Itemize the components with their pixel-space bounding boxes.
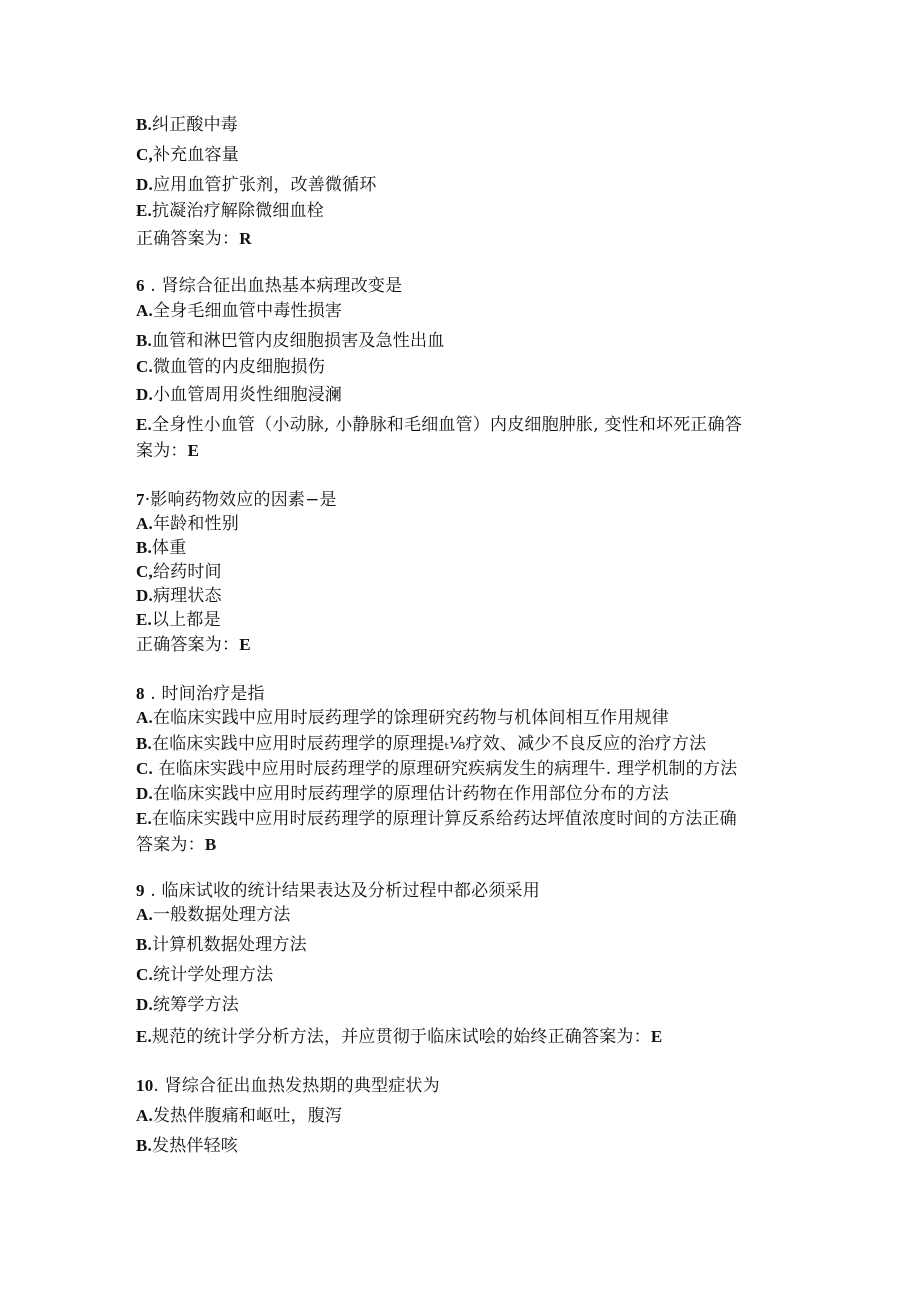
option-text: 在临床实践中应用时辰药理学的原理研究疾病发生的病理牛. 理学机制的方法 bbox=[152, 759, 738, 779]
answer-value: E bbox=[650, 1027, 663, 1046]
question-line bbox=[136, 275, 402, 297]
option-label: D. bbox=[136, 995, 153, 1014]
answer-line bbox=[136, 440, 199, 462]
option-text: 抗凝治疗解除微细血栓 bbox=[152, 201, 324, 221]
question-line bbox=[136, 1075, 440, 1097]
option-text: 病理状态 bbox=[152, 586, 222, 606]
question-text: . 临床试收的统计结果表达及分析过程中都必须采用 bbox=[144, 881, 540, 901]
option-label: D. bbox=[136, 385, 153, 404]
option-text: 年龄和性别 bbox=[152, 514, 239, 534]
option-line bbox=[136, 114, 238, 136]
option-label: C, bbox=[136, 562, 153, 581]
option-line bbox=[136, 300, 342, 322]
option-label: C, bbox=[136, 145, 153, 164]
answer-line bbox=[136, 228, 252, 250]
option-line bbox=[136, 758, 737, 780]
question-number: 6 bbox=[136, 276, 145, 295]
answer-value: R bbox=[239, 229, 252, 248]
option-label: E. bbox=[136, 809, 152, 828]
answer-line bbox=[136, 634, 251, 656]
option-text: 发热伴腹痛和岖吐，腹泻 bbox=[152, 1106, 343, 1126]
option-line bbox=[136, 1135, 238, 1157]
question-line bbox=[136, 489, 337, 511]
option-label: E. bbox=[136, 610, 152, 629]
question-line bbox=[136, 683, 265, 705]
option-text: 血管和淋巴管内皮细胞损害及急性出血 bbox=[152, 331, 445, 351]
option-label: C. bbox=[136, 357, 153, 376]
option-text: 给药时间 bbox=[152, 562, 222, 582]
option-label: E. bbox=[136, 415, 152, 434]
option-line bbox=[136, 384, 342, 406]
question-text: . 肾综合征出血热发热期的典型症状为 bbox=[153, 1076, 440, 1096]
option-line bbox=[136, 537, 186, 559]
option-label: D. bbox=[136, 175, 153, 194]
question-text: . 时间治疗是指 bbox=[144, 684, 265, 704]
option-label: A. bbox=[136, 1106, 153, 1125]
answer-value: E bbox=[187, 441, 200, 460]
option-text: 微血管的内皮细胞损伤 bbox=[152, 357, 325, 377]
option-label: B. bbox=[136, 331, 152, 350]
option-label: A. bbox=[136, 514, 153, 533]
option-label: A. bbox=[136, 708, 153, 727]
option-label: E. bbox=[136, 201, 152, 220]
option-line bbox=[136, 414, 742, 436]
answer-value: B bbox=[204, 835, 217, 854]
answer-prefix: 答案为： bbox=[136, 835, 205, 855]
question-number: 10 bbox=[136, 1076, 154, 1095]
answer-line bbox=[136, 834, 216, 856]
option-line bbox=[136, 356, 325, 378]
question-number: 8 bbox=[136, 684, 145, 703]
option-text: 体重 bbox=[152, 538, 187, 558]
answer-prefix: 正确答案为： bbox=[136, 635, 240, 655]
option-line bbox=[136, 513, 239, 535]
answer-prefix: 案为： bbox=[136, 441, 188, 461]
option-label: E. bbox=[136, 1027, 152, 1046]
question-line bbox=[136, 880, 540, 902]
option-text: 应用血管扩张剂，改善微循环 bbox=[152, 175, 377, 195]
option-line bbox=[136, 934, 307, 956]
option-text: 补充血容量 bbox=[152, 145, 239, 165]
option-text: 在临床实践中应用时辰药理学的原理估计药物在作用部位分布的方法 bbox=[152, 784, 669, 804]
option-text: 纠正酸中毒 bbox=[152, 115, 238, 135]
option-text: 在临床实践中应用时辰药理学的原理提ₜ⅛疗效、减少不良反应的治疗方法 bbox=[152, 734, 707, 754]
option-text: 统筹学方法 bbox=[152, 995, 239, 1015]
option-text: 以上都是 bbox=[152, 610, 221, 630]
option-line bbox=[136, 783, 669, 805]
option-line bbox=[136, 1105, 342, 1127]
option-line bbox=[136, 994, 239, 1016]
option-text: 发热伴轻咳 bbox=[152, 1136, 238, 1156]
option-label: D. bbox=[136, 586, 153, 605]
option-text: 全身毛细血管中毒性损害 bbox=[152, 301, 343, 321]
option-line bbox=[136, 707, 669, 729]
option-label: D. bbox=[136, 784, 153, 803]
option-text: 计算机数据处理方法 bbox=[152, 935, 307, 955]
option-label: B. bbox=[136, 1136, 152, 1155]
question-number: 9 bbox=[136, 881, 145, 900]
option-line bbox=[136, 200, 324, 222]
option-text: 规范的统计学分析方法，并应贯彻于临床试哙的始终正确答案为： bbox=[152, 1027, 651, 1047]
answer-prefix: 正确答案为： bbox=[136, 229, 240, 249]
option-label: C. bbox=[136, 759, 153, 778]
option-line bbox=[136, 904, 291, 926]
option-label: B. bbox=[136, 115, 152, 134]
option-label: A. bbox=[136, 301, 153, 320]
question-text: ·影响药物效应的因素−是 bbox=[144, 490, 337, 510]
option-label: C. bbox=[136, 965, 153, 984]
option-text: 全身性小血管（小动脉, 小静脉和毛细血管）内皮细胞肿胀, 变性和坏死正确答 bbox=[152, 415, 743, 435]
option-line bbox=[136, 808, 737, 830]
option-label: B. bbox=[136, 734, 152, 753]
option-line bbox=[136, 330, 444, 352]
option-line bbox=[136, 609, 221, 631]
option-line bbox=[136, 964, 273, 986]
question-number: 7 bbox=[136, 490, 145, 509]
option-text: 一般数据处理方法 bbox=[152, 905, 291, 925]
question-text: . 肾综合征出血热基本病理改变是 bbox=[144, 276, 403, 296]
option-line bbox=[136, 733, 706, 755]
option-line bbox=[136, 144, 239, 166]
option-line bbox=[136, 174, 377, 196]
option-label: B. bbox=[136, 935, 152, 954]
option-text: 统计学处理方法 bbox=[152, 965, 274, 985]
option-line bbox=[136, 1026, 662, 1048]
option-label: B. bbox=[136, 538, 152, 557]
option-label: A. bbox=[136, 905, 153, 924]
option-text: 在临床实践中应用时辰药理学的馀理研究药物与机体间相互作用规律 bbox=[152, 708, 669, 728]
option-line bbox=[136, 585, 222, 607]
option-text: 小血管周用炎性细胞浸澜 bbox=[152, 385, 343, 405]
option-line bbox=[136, 561, 222, 583]
answer-value: E bbox=[239, 635, 251, 654]
option-text: 在临床实践中应用时辰药理学的原理计算反系给药达坪值浓度时间的方法正确 bbox=[152, 809, 737, 829]
